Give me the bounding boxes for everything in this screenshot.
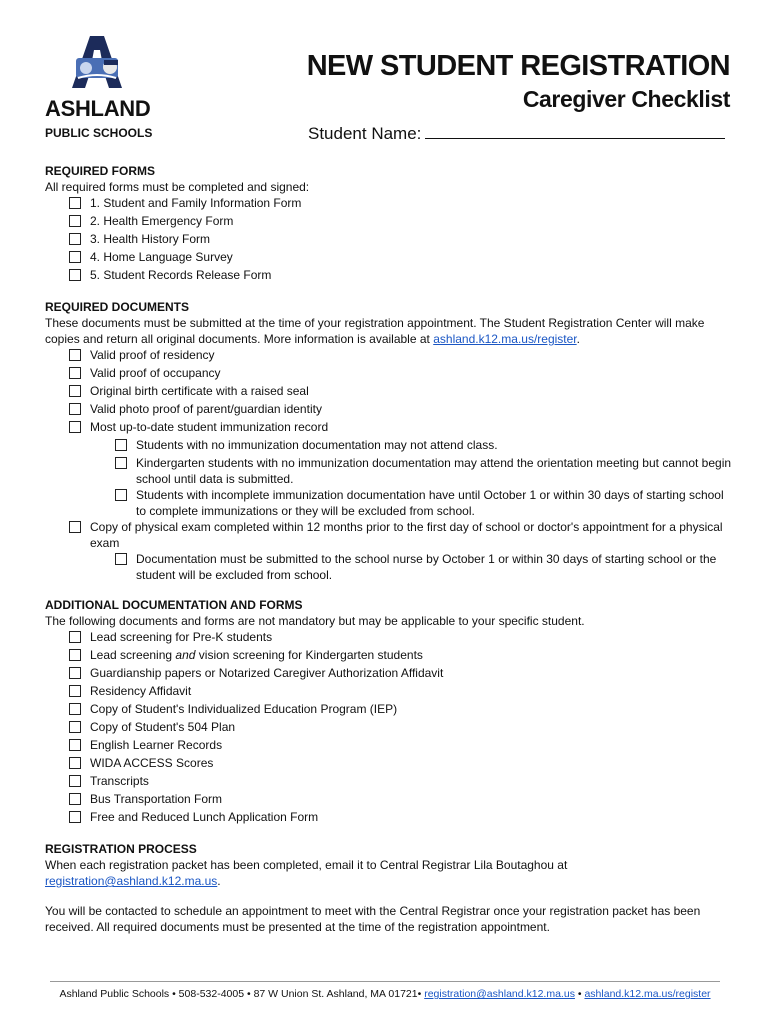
section-title: REQUIRED DOCUMENTS — [45, 300, 190, 314]
section-intro: All required forms must be completed and signed: — [45, 180, 310, 194]
checkbox[interactable] — [69, 367, 81, 379]
checkbox[interactable] — [69, 421, 81, 433]
checkbox[interactable] — [69, 215, 81, 227]
checklist-item[interactable]: WIDA ACCESS Scores — [45, 755, 735, 773]
checklist-item[interactable]: Transcripts — [45, 773, 735, 791]
checklist-item[interactable]: Lead screening and vision screening for Kindergarten students — [45, 647, 735, 665]
checkbox[interactable] — [115, 489, 127, 501]
checkbox[interactable] — [69, 667, 81, 679]
checklist-item[interactable]: 4. Home Language Survey — [45, 249, 735, 267]
checkbox[interactable] — [115, 553, 127, 565]
checklist-subitem[interactable]: Kindergarten students with no immunization documentation may attend the orientation meeting but cannot begin school until data is submitted. — [45, 455, 735, 487]
registration-process-section — [45, 841, 735, 935]
checkbox[interactable] — [69, 251, 81, 263]
checkbox[interactable] — [69, 631, 81, 643]
footer-url-link[interactable]: ashland.k12.ma.us/register — [584, 988, 711, 1000]
checklist-item[interactable]: Lead screening for Pre-K students — [45, 629, 735, 647]
checklist-item[interactable]: 1. Student and Family Information Form — [45, 195, 735, 213]
student-name-line[interactable] — [425, 125, 725, 139]
register-link[interactable]: ashland.k12.ma.us/register — [433, 332, 577, 346]
registration-email-link[interactable]: registration@ashland.k12.ma.us — [45, 874, 218, 888]
checklist-item[interactable]: Guardianship papers or Notarized Caregiver Authorization Affidavit — [45, 665, 735, 683]
section-intro: The following documents and forms are not mandatory but may be applicable to your specific student. — [45, 614, 585, 628]
checkbox[interactable] — [69, 757, 81, 769]
checkbox[interactable] — [69, 233, 81, 245]
checklist-item[interactable]: Copy of Student's 504 Plan — [45, 719, 735, 737]
brand-name: ASHLAND — [45, 96, 151, 121]
checkbox[interactable] — [69, 811, 81, 823]
checkbox[interactable] — [69, 685, 81, 697]
checklist-item[interactable]: 5. Student Records Release Form — [45, 267, 735, 285]
footer-email-link[interactable]: registration@ashland.k12.ma.us — [424, 988, 575, 1000]
required-forms-section — [45, 163, 735, 285]
checkbox[interactable] — [69, 739, 81, 751]
checklist-item[interactable]: Residency Affidavit — [45, 683, 735, 701]
checklist-item[interactable]: English Learner Records — [45, 737, 735, 755]
additional-section — [45, 597, 735, 827]
checklist-item[interactable]: Valid proof of occupancy — [45, 365, 735, 383]
checkbox[interactable] — [115, 457, 127, 469]
checkbox[interactable] — [69, 775, 81, 787]
checklist-item[interactable]: Valid proof of residency — [45, 347, 735, 365]
checklist-item[interactable]: Copy of physical exam completed within 12 months prior to the first day of school or doctor's appointment for a physical exam — [45, 519, 735, 551]
checklist-item[interactable]: Free and Reduced Lunch Application Form — [45, 809, 735, 827]
page-subtitle: Caregiver Checklist — [522, 86, 730, 112]
required-documents-section — [45, 299, 735, 583]
section-intro: These documents must be submitted at the time of your registration appointment. The Student Registration Center will make copies and return all original documents. More information is available at ashland.k12.ma.us/register. — [45, 316, 705, 346]
section-title: ADDITIONAL DOCUMENTATION AND FORMS — [45, 598, 303, 612]
checklist-subitem[interactable]: Documentation must be submitted to the school nurse by October 1 or within 30 days of starting school or the student will be excluded from school. — [45, 551, 735, 583]
footer-divider — [50, 981, 720, 982]
checkbox[interactable] — [69, 649, 81, 661]
student-name-label: Student Name: — [308, 124, 422, 143]
footer: Ashland Public Schools • 508-532-4005 • 87 W Union St. Ashland, MA 01721• registration@ashland.k12.ma.us • ashland.k12.ma.us/register — [59, 988, 711, 1000]
checklist-subitem[interactable]: Students with incomplete immunization documentation have until October 1 or within 30 days of starting school to complete immunizations or they will be excluded from school. — [45, 487, 735, 519]
checkbox[interactable] — [69, 403, 81, 415]
checklist-item[interactable]: Most up-to-date student immunization record — [45, 419, 735, 437]
brand-subtitle: PUBLIC SCHOOLS — [45, 126, 153, 140]
checkbox[interactable] — [69, 197, 81, 209]
checklist-item[interactable]: 2. Health Emergency Form — [45, 213, 735, 231]
student-name-field[interactable] — [308, 124, 725, 144]
checklist-item[interactable]: 3. Health History Form — [45, 231, 735, 249]
ashland-logo-icon — [70, 34, 124, 90]
process-paragraph-2: You will be contacted to schedule an appointment to meet with the Central Registrar once your registration packet has been received. All required documents must be presented at the time of the registration appointment. — [45, 904, 701, 934]
checkbox[interactable] — [69, 521, 81, 533]
checkbox[interactable] — [115, 439, 127, 451]
checklist-item[interactable]: Valid photo proof of parent/guardian identity — [45, 401, 735, 419]
checklist-subitem[interactable]: Students with no immunization documentation may not attend class. — [45, 437, 735, 455]
process-paragraph-1: When each registration packet has been completed, email it to Central Registrar Lila Boutaghou at registration@ashland.k12.ma.us. — [45, 858, 568, 888]
page-title: NEW STUDENT REGISTRATION — [306, 50, 730, 82]
checklist-item[interactable]: Original birth certificate with a raised seal — [45, 383, 735, 401]
checkbox[interactable] — [69, 721, 81, 733]
footer-contact: Ashland Public Schools • 508-532-4005 • 87 W Union St. Ashland, MA 01721• — [59, 988, 422, 1000]
checkbox[interactable] — [69, 349, 81, 361]
checkbox[interactable] — [69, 269, 81, 281]
section-title: REGISTRATION PROCESS — [45, 842, 197, 856]
checkbox[interactable] — [69, 385, 81, 397]
checklist-item[interactable]: Copy of Student's Individualized Education Program (IEP) — [45, 701, 735, 719]
checkbox[interactable] — [69, 793, 81, 805]
checkbox[interactable] — [69, 703, 81, 715]
checklist-item[interactable]: Bus Transportation Form — [45, 791, 735, 809]
section-title: REQUIRED FORMS — [45, 164, 156, 178]
